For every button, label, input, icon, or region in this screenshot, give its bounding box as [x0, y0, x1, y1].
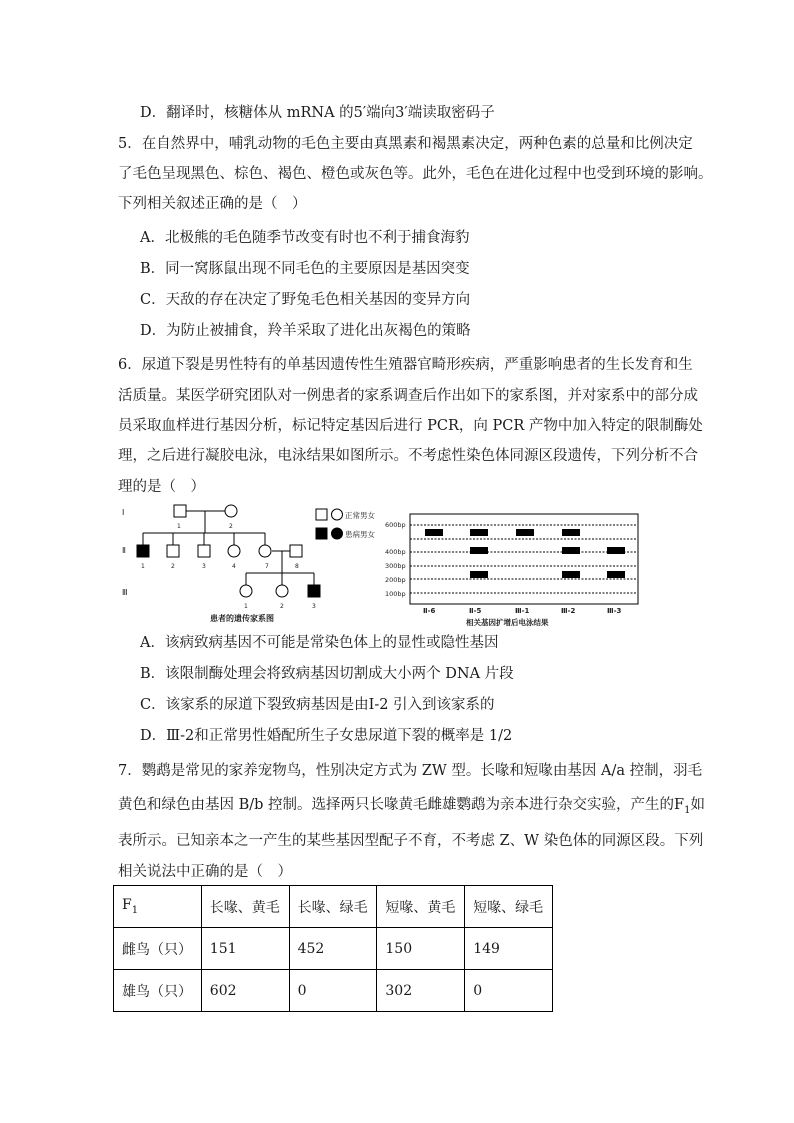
gen3-num-1: 1 — [244, 603, 248, 610]
corner-f: F — [122, 897, 132, 914]
table-cell: 0 — [289, 970, 377, 1012]
gel-lane-II5: Ⅱ-5 — [469, 607, 482, 615]
legend-normal-male-icon — [316, 509, 327, 520]
q6-stem-line-5: 理的是（ ） — [118, 479, 205, 495]
q5-option-b: B．同一窝豚鼠出现不同毛色的主要原因是基因突变 — [140, 261, 470, 277]
q5-option-c: C．天敌的存在决定了野兔毛色相关基因的变异方向 — [140, 292, 471, 308]
pedigree-I-1-male — [174, 505, 186, 517]
gen1-num-1: 1 — [177, 523, 181, 530]
legend-affected-label: 患病男女 — [345, 530, 375, 539]
band-III3-300 — [607, 547, 625, 554]
pedigree-III-1-female — [240, 585, 252, 597]
q5-stem-line-1: 5．在自然界中，哺乳动物的毛色主要由真黑素和褐黑素决定，两种色素的总量和比例决定 — [118, 136, 693, 152]
q7-stem-line-4: 相关说法中正确的是（ ） — [118, 864, 292, 880]
legend-normal-label: 正常男女 — [345, 511, 375, 520]
table-header-row — [114, 886, 553, 928]
pedigree-II-2-male — [167, 545, 179, 557]
gel-size-300: 300bp — [385, 562, 406, 570]
table-row — [114, 928, 553, 970]
gel-lane-III3: Ⅲ-3 — [607, 607, 622, 615]
pedigree-II-7-female — [259, 545, 271, 557]
row-label: 雌鸟（只） — [114, 928, 202, 970]
table-cell: 302 — [377, 970, 465, 1012]
q6-option-c: C．该家系的尿道下裂致病基因是由Ⅰ-2 引入到该家系的 — [140, 697, 495, 713]
q7-stem-line-2b: 如 — [690, 797, 705, 813]
q6-option-a: A．该病致病基因不可能是常染色体上的显性或隐性基因 — [140, 635, 499, 651]
gel-lane-III1: Ⅲ-1 — [515, 607, 530, 615]
q5-option-a: A．北极熊的毛色随季节改变有时也不利于捕食海豹 — [140, 230, 470, 246]
q7-stem-line-3: 表所示。已知亲本之一产生的某些基因型配子不育，不考虑 Z、W 染色体的同源区段。下列 — [118, 833, 704, 849]
q5-stem-line-2: 了毛色呈现黑色、棕色、褐色、橙色或灰色等。此外，毛色在进化过程中也受到环境的影响。 — [118, 166, 713, 182]
table-header: 长喙、绿毛 — [289, 886, 377, 928]
gel-size-600: 600bp — [385, 521, 406, 529]
pedigree-III-2-female — [276, 585, 288, 597]
gen2-num-4: 4 — [232, 563, 236, 570]
band-II5-100 — [470, 571, 488, 578]
pedigree-III-3-affected-male — [308, 585, 320, 597]
band-II5-400 — [470, 529, 488, 536]
q7-f1-table — [113, 885, 553, 1012]
q6-stem-line-3: 员采取血样进行基因分析，标记特定基因后进行 PCR，向 PCR 产物中加入特定的限制酶处 — [118, 418, 703, 434]
q6-stem-line-2: 活质量。某医学研究团队对一例患者的家系调查后作出如下的家系图，并对家系中的部分成 — [118, 388, 698, 404]
q6-option-d: D．Ⅲ-2和正常男性婚配所生子女患尿道下裂的概率是 1/2 — [140, 728, 513, 744]
band-III1-400 — [516, 529, 534, 536]
gel-lane-III2: Ⅲ-2 — [561, 607, 576, 615]
legend-affected-male-icon — [316, 528, 327, 539]
table-cell: 151 — [201, 928, 289, 970]
gel-caption: 相关基因扩增后电泳结果 — [466, 618, 549, 627]
gen3-num-2: 2 — [280, 603, 284, 610]
gel-frame — [410, 514, 638, 604]
gel-size-400: 400bp — [385, 548, 406, 556]
q6-option-b: B．该限制酶处理会将致病基因切割成大小两个 DNA 片段 — [140, 666, 514, 682]
legend-normal-female-icon — [332, 509, 343, 520]
table-cell: 0 — [465, 970, 553, 1012]
gen2-num-1: 1 — [141, 563, 145, 570]
q5-option-d: D．为防止被捕食，羚羊采取了进化出灰褐色的策略 — [140, 323, 471, 339]
q6-figure — [118, 498, 678, 628]
gen2-num-8: 8 — [295, 563, 299, 570]
gel-lane-II6: Ⅱ-6 — [423, 607, 436, 615]
q7-stem-line-1: 7．鹦鹉是常见的家养宠物鸟，性别决定方式为 ZW 型。长喙和短喙由基因 A/a 控制，羽毛 — [118, 763, 703, 779]
gen1-num-2: 2 — [229, 523, 233, 530]
table-cell: 149 — [465, 928, 553, 970]
band-III2-100 — [562, 571, 580, 578]
gen-label-2: Ⅱ — [122, 546, 126, 555]
q6-stem-line-1: 6．尿道下裂是男性特有的单基因遗传性生殖器官畸形疾病，严重影响患者的生长发育和生 — [118, 357, 693, 373]
table-header: 短喙、黄毛 — [377, 886, 465, 928]
q4-option-d: D．翻译时，核糖体从 mRNA 的5′端向3′端读取密码子 — [140, 105, 495, 121]
pedigree-II-3-male — [198, 545, 210, 557]
table-header: 长喙、黄毛 — [201, 886, 289, 928]
gel-size-100: 100bp — [385, 590, 406, 598]
q5-stem-line-3: 下列相关叙述正确的是（ ） — [118, 196, 307, 212]
pedigree-II-1-affected-male — [137, 545, 149, 557]
band-III2-300 — [562, 547, 580, 554]
band-II6-400 — [425, 529, 443, 536]
q6-stem-line-4: 理，之后进行凝胶电泳，电泳结果如图所示。不考虑性染色体同源区段遗传，下列分析不合 — [118, 448, 698, 464]
q7-stem-line-2 — [118, 795, 705, 821]
pedigree-caption: 患者的遗传家系图 — [210, 614, 274, 623]
gen2-num-7: 7 — [265, 563, 269, 570]
band-III2-400 — [562, 529, 580, 536]
gen3-num-3: 3 — [312, 603, 316, 610]
q7-stem-line-2a: 黄色和绿色由基因 B/b 控制。选择两只长喙黄毛雌雄鹦鹉为亲本进行杂交实验，产生的F — [118, 797, 685, 813]
corner-sub: 1 — [131, 904, 139, 916]
table-cell: 452 — [289, 928, 377, 970]
row-label: 雄鸟（只） — [114, 970, 202, 1012]
band-III3-100 — [607, 571, 625, 578]
pedigree-II-4-female — [228, 545, 240, 557]
gel-size-200: 200bp — [385, 576, 406, 584]
band-II5-300 — [470, 547, 488, 554]
table-cell: 150 — [377, 928, 465, 970]
gen-label-3: Ⅲ — [122, 588, 128, 597]
pedigree-I-2-female — [225, 505, 237, 517]
table-row — [114, 970, 553, 1012]
pedigree-II-8-male — [290, 545, 302, 557]
gen2-num-2: 2 — [171, 563, 175, 570]
legend-affected-female-icon — [332, 528, 343, 539]
gen2-num-3: 3 — [202, 563, 206, 570]
gen-label-1: Ⅰ — [122, 508, 125, 517]
table-cell: 602 — [201, 970, 289, 1012]
table-header: 短喙、绿毛 — [465, 886, 553, 928]
table-corner — [114, 886, 202, 928]
gel-bands — [425, 529, 625, 578]
q7-f1-subscript: 1 — [684, 804, 691, 816]
